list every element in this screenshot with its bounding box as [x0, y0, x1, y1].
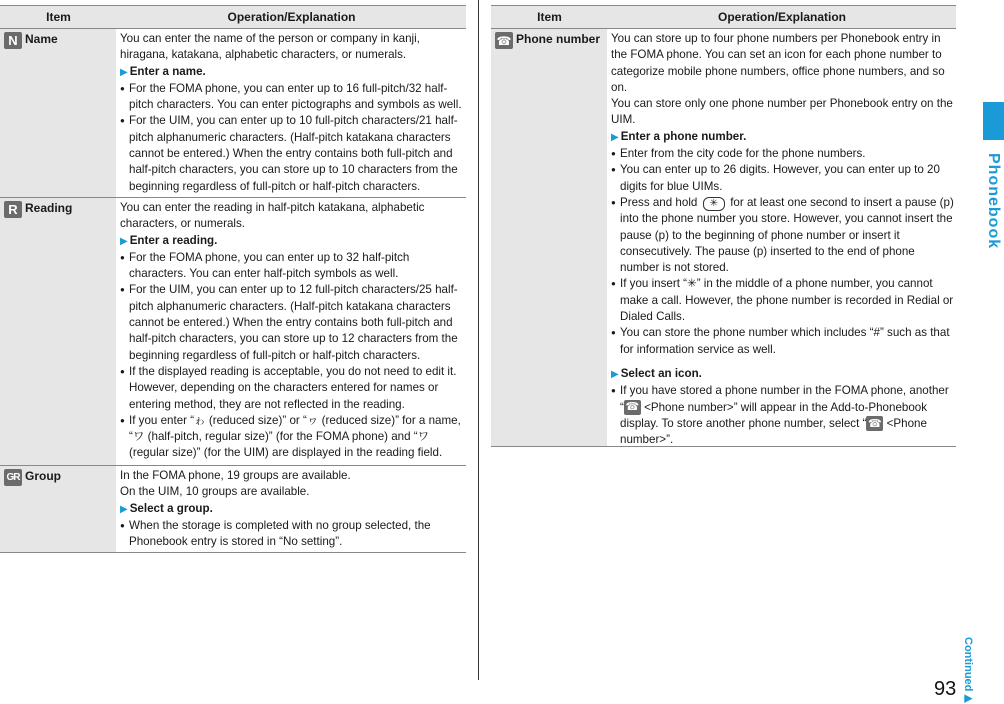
name-bullet-1: ● For the FOMA phone, you can enter up to 16 full-pitch/32 half-pitch characters. You can enter pictographs and symbols as well.	[120, 81, 464, 114]
group-desc-1: In the FOMA phone, 19 groups are available.	[120, 469, 351, 482]
phone-bullet-6: ● If you have stored a phone number in the FOMA phone, another “ ☎ <Phone number>” will appear in the Add-to-Phonebook display. To store another phone number, select “ ☎ <Phone number>”.	[611, 383, 954, 448]
row-label-phone-number: Phone number	[516, 32, 601, 46]
name-icon: N	[4, 32, 22, 49]
group-step: ▶ Select a group.	[120, 501, 213, 515]
header-item: Item	[537, 10, 562, 24]
row-label-group: Group	[25, 469, 61, 483]
step-arrow-icon: ▶	[611, 131, 619, 143]
reading-step: ▶ Enter a reading.	[120, 233, 218, 247]
step-arrow-icon: ▶	[611, 368, 619, 380]
row-group	[0, 466, 466, 553]
group-icon: GR	[4, 469, 22, 486]
row-label-name: Name	[25, 32, 58, 46]
phone-desc-1: You can store up to four phone numbers per Phonebook entry in the FOMA phone. You can set an icon for each phone number to categorize mobile phone numbers, office phone numbers, and so on.	[611, 32, 945, 94]
phone-step-2: ▶ Select an icon.	[611, 366, 702, 380]
arrow-icon: ▶	[962, 691, 974, 704]
left-table	[0, 5, 466, 553]
row-phone-number	[491, 29, 956, 447]
phone-bullet-3: ● Press and hold ✳ for at least one second to insert a pause (p) into the phone number you store. However, you cannot insert the pause (p) to the beginning of phone number or insert it consecutively. The pause (p) inserted to the end of phone number is not stored.	[611, 195, 954, 276]
row-name	[0, 29, 466, 198]
row-reading	[0, 198, 466, 466]
name-step: ▶ Enter a name.	[120, 64, 206, 78]
phone-icon: ☎	[496, 33, 512, 48]
header-operation: Operation/Explanation	[227, 10, 356, 24]
phone-icon: ☎	[868, 417, 882, 430]
phone-bullet-2: ● You can enter up to 26 digits. However, you can enter up to 20 digits for blue UIMs.	[611, 162, 954, 195]
reading-bullet-4: ● If you enter “ゎ (reduced size)” or “ヮ (reduced size)” for a name, “ワ (half-pitch, regular size)” (for the FOMA phone) and “ワ (regular size)” (for the UIM) are displayed in the reading field.	[120, 413, 464, 462]
group-bullet-1: ● When the storage is completed with no group selected, the Phonebook entry is stored in “No setting”.	[120, 518, 464, 551]
header-item: Item	[46, 10, 71, 24]
continued-label: Continued▶	[962, 637, 974, 704]
table-header	[491, 6, 956, 29]
phone-bullet-4: ● If you insert “✳” in the middle of a phone number, you cannot make a call. However, the phone number is recorded in Redial or Dialed Calls.	[611, 276, 954, 325]
phone-icon: ☎	[625, 401, 640, 414]
header-operation: Operation/Explanation	[717, 10, 846, 24]
reading-bullet-1: ● For the FOMA phone, you can enter up to 32 half-pitch characters. You can enter half-pitch symbols as well.	[120, 250, 464, 283]
reading-desc: You can enter the reading in half-pitch katakana, alphabetic characters, or numerals.	[120, 201, 425, 231]
row-label-reading: Reading	[25, 201, 73, 215]
column-divider	[478, 0, 479, 680]
asterisk-key-icon: ✳	[703, 197, 725, 211]
reading-bullet-3: ● If the displayed reading is acceptable, you do not need to edit it. However, depending on the characters entered for names or entering method, they are not reflected in the reading.	[120, 364, 464, 413]
step-arrow-icon: ▶	[120, 503, 128, 515]
reading-bullet-2: ● For the UIM, you can enter up to 12 full-pitch characters/25 half-pitch alphanumeric characters. (Half-pitch katakana characters cannot be entered.) When the entry contains both full-pitch and half-pitch characters, you can store up to 12 characters from the beginning regardless of full-pitch or half-pitch characters.	[120, 282, 464, 363]
name-bullet-2: ● For the UIM, you can enter up to 10 full-pitch characters/21 half-pitch alphanumeric characters. (Half-pitch katakana characters cannot be entered.) When the entry contains both full-pitch and half-pitch characters, you can store up to 10 characters from the beginning regardless of full-pitch or half-pitch characters.	[120, 113, 464, 194]
phone-bullet-1: ● Enter from the city code for the phone numbers.	[611, 146, 954, 162]
reading-icon: R	[4, 201, 22, 218]
step-arrow-icon: ▶	[120, 235, 128, 247]
section-label: Phonebook	[985, 153, 1002, 250]
table-header	[0, 6, 466, 29]
page-number: 93	[934, 678, 957, 700]
group-desc-2: On the UIM, 10 groups are available.	[120, 485, 310, 499]
name-desc: You can enter the name of the person or company in kanji, hiragana, katakana, alphabetic characters, or numerals.	[120, 32, 420, 62]
phone-desc-2: You can store only one phone number per Phonebook entry on the UIM.	[611, 97, 953, 127]
step-arrow-icon: ▶	[120, 66, 128, 78]
section-tab-marker	[983, 102, 1004, 140]
phone-step-1: ▶ Enter a phone number.	[611, 129, 747, 143]
right-table	[491, 5, 956, 447]
phone-bullet-5: ● You can store the phone number which includes “#” such as that for information service as well.	[611, 325, 954, 358]
